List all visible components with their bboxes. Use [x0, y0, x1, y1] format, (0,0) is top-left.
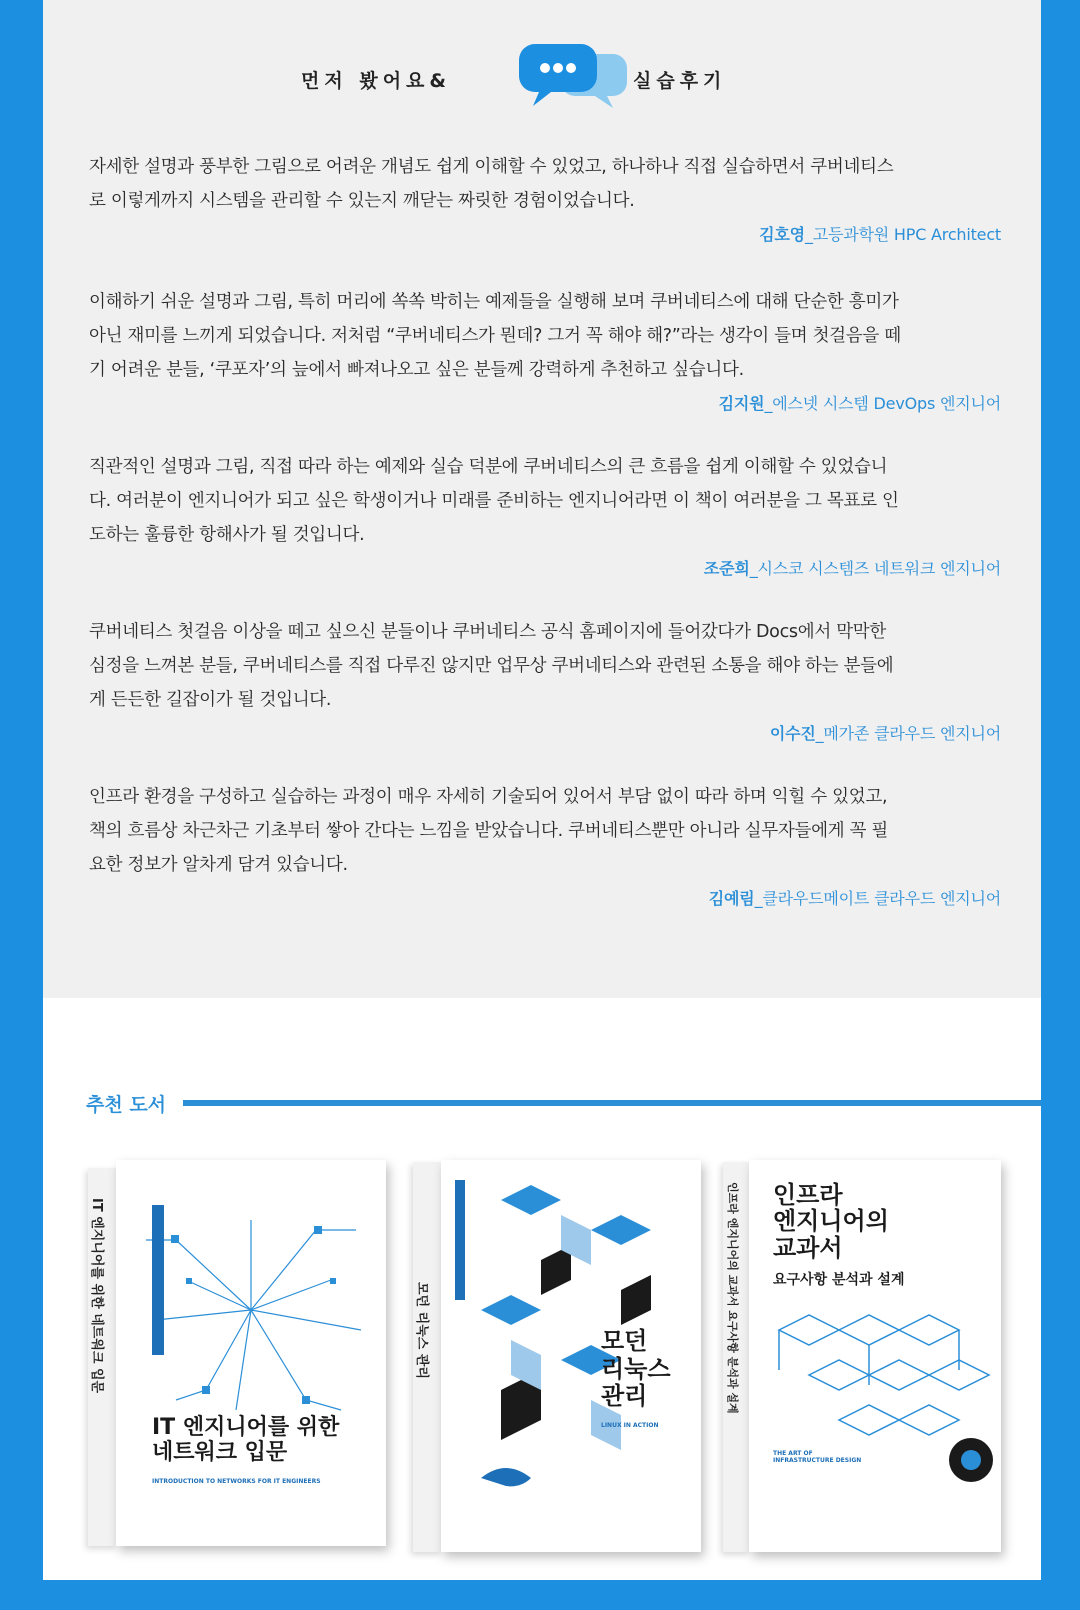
book-spine-title: 인프라 엔지니어의 교과서 요구사항 분석과 설계 [726, 1182, 739, 1414]
author-role: _에스넷 시스템 DevOps 엔지니어 [764, 394, 1001, 413]
book-modern-linux[interactable] [413, 1160, 703, 1560]
review-line: 게 든든한 길잡이가 될 것입니다. [89, 690, 332, 710]
review-author [89, 721, 1001, 744]
author-name: 김예림 [708, 889, 755, 908]
book-title [601, 1328, 671, 1411]
review-line: 책의 흐름상 차근차근 기초부터 쌓아 간다는 느낌을 받았습니다. 쿠버네티스뿐만 아니라 실무자들에게 꼭 필 [89, 821, 889, 841]
review-line: 자세한 설명과 풍부한 그림으로 어려운 개념도 쉽게 이해할 수 있었고, 하나하나 직접 실습하면서 쿠버네티스 [89, 157, 894, 177]
review-author [89, 222, 1001, 245]
review-line: 인프라 환경을 구성하고 실습하는 과정이 매우 자세히 기술되어 있어서 부담 없이 따라 하며 익힐 수 있었고, [89, 787, 888, 807]
review-author [89, 886, 1001, 909]
book-title-line: 엔지니어의 [773, 1207, 889, 1236]
review-line: 요한 정보가 알차게 담겨 있습니다. [89, 855, 348, 875]
recommended-header [86, 1090, 1036, 1114]
book-it-network[interactable] [88, 1160, 388, 1550]
book-title-line: 네트워크 입문 [152, 1440, 288, 1466]
review-item [89, 450, 1001, 579]
speech-bubbles-icon [513, 40, 633, 110]
author-role: _메가존 클라우드 엔지니어 [815, 724, 1001, 743]
book-subtitle: LINUX IN ACTION [601, 1422, 659, 1429]
book-spine-title: 모던 리눅스 관리 [414, 1282, 429, 1379]
book-title [152, 1415, 339, 1466]
review-line: 쿠버네티스 첫걸음 이상을 떼고 싶으신 분들이나 쿠버네티스 공식 홈페이지에 들어갔다가 Docs에서 막막한 [89, 622, 887, 642]
recommended-title: 추천 도서 [86, 1094, 167, 1116]
header-left-text: 먼저 봤어요& [301, 70, 451, 92]
review-author [89, 556, 1001, 579]
author-name: 조준희 [703, 559, 750, 578]
author-role: _고등과학원 HPC Architect [804, 225, 1001, 244]
book-subtitle: INTRODUCTION TO NETWORKS FOR IT ENGINEERS [152, 1478, 321, 1485]
book-cover [441, 1160, 701, 1552]
review-item [89, 150, 1001, 245]
book-title-line: 관리 [601, 1382, 648, 1411]
book-title-line: 인프라 [773, 1181, 843, 1209]
review-line: 로 이렇게까지 시스템을 관리할 수 있는지 깨닫는 짜릿한 경험이었습니다. [89, 191, 635, 211]
book-title-line: 교과서 [773, 1233, 843, 1262]
review-item [89, 615, 1001, 744]
book-infra-engineer[interactable] [723, 1160, 1003, 1560]
section-header [43, 40, 1041, 110]
review-item [89, 780, 1001, 909]
author-role: _클라우드메이트 클라우드 엔지니어 [754, 889, 1001, 908]
book-title-line: IT 엔지니어를 위한 [152, 1415, 340, 1440]
author-role: _시스코 시스템즈 네트워크 엔지니어 [749, 559, 1001, 578]
header-right-text: 실습후기 [633, 70, 727, 92]
author-name: 이수진 [769, 724, 816, 743]
circuit-art-icon [116, 1160, 386, 1546]
book-title-sub: 요구사항 분석과 설계 [773, 1272, 905, 1288]
review-line: 심정을 느껴본 분들, 쿠버네티스를 직접 다루진 않지만 업무상 쿠버네티스와 관련된 소통을 해야 하는 분들에 [89, 656, 894, 676]
author-name: 김호영 [759, 225, 805, 244]
book-spine [88, 1168, 117, 1546]
book-spine [413, 1162, 442, 1552]
book-title-line: 모던 [601, 1327, 648, 1355]
book-subtitle: THE ART OF INFRASTRUCTURE DESIGN [773, 1450, 862, 1464]
review-item [89, 285, 1001, 414]
recommended-divider [183, 1100, 1041, 1106]
review-line: 기 어려운 분들, ‘쿠포자’의 늪에서 빠져나오고 싶은 분들께 강력하게 추천하고 싶습니다. [89, 360, 744, 380]
book-spine-title: IT 엔지니어를 위한 네트워크 입문 [89, 1198, 104, 1394]
book-cover [116, 1160, 386, 1546]
review-line: 아닌 재미를 느끼게 되었습니다. 저처럼 “쿠버네티스가 뭔데? 그거 꼭 해야 해?”라는 생각이 들며 첫걸음을 떼 [89, 326, 901, 346]
review-line: 도하는 훌륭한 항해사가 될 것입니다. [89, 525, 365, 545]
review-line: 직관적인 설명과 그림, 직접 따라 하는 예제와 실습 덕분에 쿠버네티스의 큰 흐름을 쉽게 이해할 수 있었습니 [89, 457, 888, 477]
book-title-line: 리눅스 [601, 1354, 671, 1383]
author-name: 김지원 [718, 394, 765, 413]
book-title [773, 1182, 889, 1261]
review-line: 이해하기 쉬운 설명과 그림, 특히 머리에 쏙쏙 박히는 예제들을 실행해 보며 쿠버네티스에 대해 단순한 흥미가 [89, 292, 899, 312]
review-panel [43, 0, 1041, 998]
book-spine [723, 1162, 750, 1552]
review-author [89, 391, 1001, 414]
page-frame [43, 0, 1041, 1580]
book-cover [749, 1160, 1001, 1552]
review-line: 다. 여러분이 엔지니어가 되고 싶은 학생이거나 미래를 준비하는 엔지니어라면 이 책이 여러분을 그 목표로 인 [89, 491, 899, 511]
